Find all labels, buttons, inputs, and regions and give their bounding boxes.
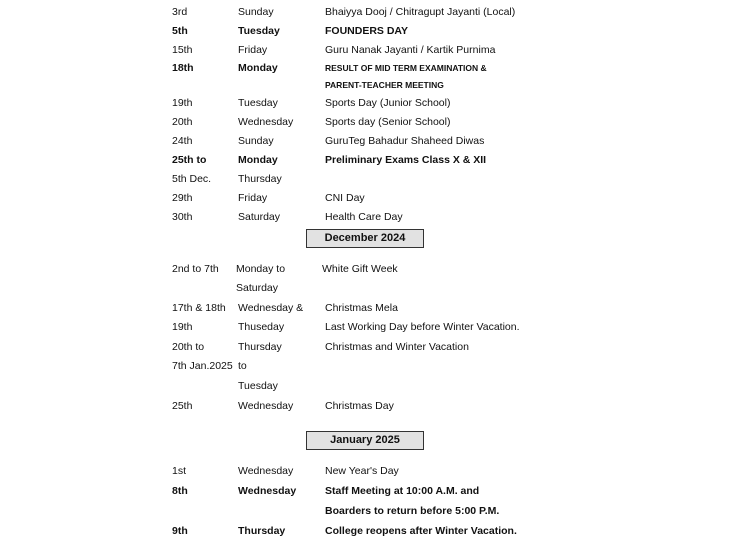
event-cell: Christmas and Winter Vacation	[325, 341, 469, 353]
day-cell: Wednesday	[238, 485, 297, 497]
date-cell: 19th	[172, 97, 193, 109]
date-cell: 20th to	[172, 341, 205, 353]
calendar-row	[0, 3, 730, 22]
calendar-row	[0, 462, 730, 481]
calendar-row	[0, 397, 730, 416]
month-heading-january: January 2025	[306, 431, 424, 450]
day-cell: Wednesday	[238, 465, 294, 477]
day-cell: Wednesday &	[238, 302, 304, 314]
day-cell: Wednesday	[238, 400, 294, 412]
event-cell: CNI Day	[325, 192, 365, 204]
day-cell: Friday	[238, 192, 268, 204]
calendar-row	[0, 94, 730, 113]
day-cell: Tuesday	[238, 380, 278, 392]
date-cell: 5th Dec.	[172, 173, 212, 185]
calendar-row	[0, 132, 730, 151]
day-cell: Friday	[238, 44, 268, 56]
day-cell: Thursday	[238, 525, 286, 537]
day-cell: Monday	[238, 62, 278, 74]
calendar-row	[0, 502, 730, 521]
calendar-row	[0, 22, 730, 41]
event-cell: White Gift Week	[322, 263, 398, 275]
day-cell: Monday	[238, 154, 278, 166]
day-cell: to	[238, 360, 247, 372]
event-cell: Health Care Day	[325, 211, 403, 223]
event-cell: RESULT OF MID TERM EXAMINATION &	[325, 63, 487, 73]
day-cell: Tuesday	[238, 97, 278, 109]
date-cell: 24th	[172, 135, 193, 147]
date-cell: 9th	[172, 525, 188, 537]
day-cell: Tuesday	[238, 25, 280, 37]
event-cell: Sports Day (Junior School)	[325, 97, 451, 109]
date-cell: 2nd to 7th	[172, 263, 219, 275]
date-cell: 17th & 18th	[172, 302, 226, 314]
date-cell: 25th to	[172, 154, 207, 166]
calendar-row	[0, 522, 730, 541]
date-cell: 3rd	[172, 6, 188, 18]
event-cell: Christmas Mela	[325, 302, 398, 314]
day-cell: Monday to	[236, 263, 286, 275]
day-cell: Saturday	[236, 282, 279, 294]
event-cell: Guru Nanak Jayanti / Kartik Purnima	[325, 44, 496, 56]
calendar-row	[0, 318, 730, 337]
calendar-row	[0, 279, 730, 298]
calendar-row	[0, 338, 730, 357]
date-cell: 29th	[172, 192, 193, 204]
day-cell: Thuseday	[238, 321, 285, 333]
date-cell: 30th	[172, 211, 193, 223]
calendar-row	[0, 482, 730, 501]
calendar-row	[0, 189, 730, 208]
event-cell: Boarders to return before 5:00 P.M.	[325, 505, 500, 517]
calendar-row	[0, 76, 730, 95]
date-cell: 19th	[172, 321, 193, 333]
day-cell: Thursday	[238, 341, 282, 353]
day-cell: Sunday	[238, 135, 274, 147]
event-cell: Preliminary Exams Class X & XII	[325, 154, 487, 166]
date-cell: 8th	[172, 485, 188, 497]
day-cell: Wednesday	[238, 116, 294, 128]
calendar-row	[0, 377, 730, 396]
event-cell: New Year's Day	[325, 465, 399, 477]
event-cell: Last Working Day before Winter Vacation.	[325, 321, 520, 333]
date-cell: 18th	[172, 62, 194, 74]
event-cell: Bhaiyya Dooj / Chitragupt Jayanti (Local)	[325, 6, 516, 18]
event-cell: College reopens after Winter Vacation.	[325, 525, 517, 537]
day-cell: Thursday	[238, 173, 282, 185]
calendar-row	[0, 41, 730, 60]
calendar-row	[0, 170, 730, 189]
date-cell: 25th	[172, 400, 193, 412]
date-cell: 1st	[172, 465, 187, 477]
event-cell: Staff Meeting at 10:00 A.M. and	[325, 485, 480, 497]
event-cell: Sports day (Senior School)	[325, 116, 451, 128]
calendar-row	[0, 357, 730, 376]
date-cell: 20th	[172, 116, 193, 128]
date-cell: 15th	[172, 44, 193, 56]
event-cell: GuruTeg Bahadur Shaheed Diwas	[325, 135, 485, 147]
calendar-row	[0, 208, 730, 227]
calendar-row	[0, 151, 730, 170]
day-cell: Sunday	[238, 6, 274, 18]
calendar-row	[0, 260, 730, 279]
calendar-row	[0, 299, 730, 318]
month-heading-december: December 2024	[306, 229, 424, 248]
date-cell: 5th	[172, 25, 188, 37]
event-cell: FOUNDERS DAY	[325, 25, 409, 37]
date-cell: 7th Jan.2025	[172, 360, 233, 372]
day-cell: Saturday	[238, 211, 281, 223]
calendar-row	[0, 113, 730, 132]
event-cell: Christmas Day	[325, 400, 394, 412]
event-cell: PARENT-TEACHER MEETING	[325, 80, 444, 90]
